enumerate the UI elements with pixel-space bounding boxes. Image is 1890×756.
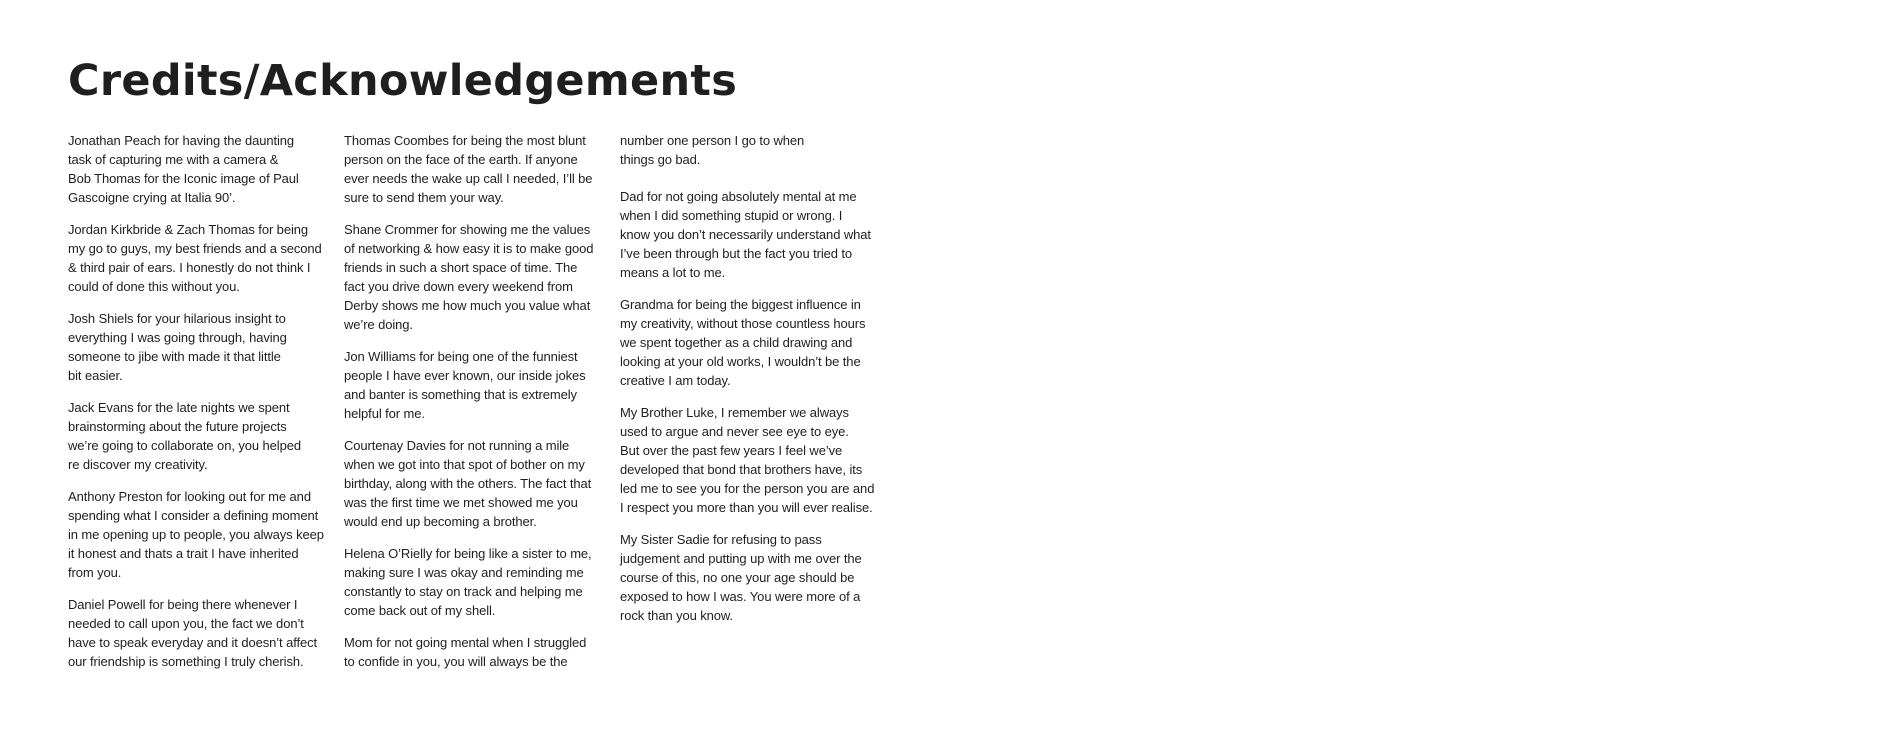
- credit-paragraph: Daniel Powell for being there whenever I needed to call upon you, the fact we don’t have to speak everyday and it doesn’t affect our friendship is something I truly cherish.: [68, 597, 318, 669]
- credit-paragraph: number one person I go to when things go bad.: [620, 133, 805, 167]
- credit-paragraph: Jon Williams for being one of the funniest people I have ever known, our inside jokes and banter is something that is extremely helpful for me.: [344, 349, 586, 421]
- credits-column-3: [620, 131, 890, 638]
- credit-paragraph: My Sister Sadie for refusing to pass judgement and putting up with me over the course of this, no one your age should be exposed to how I was. You were more of a rock than you know.: [620, 532, 862, 623]
- credit-paragraph: Jordan Kirkbride & Zach Thomas for being my go to guys, my best friends and a second & third pair of ears. I honestly do not think I could of done this without you.: [68, 222, 322, 294]
- credit-paragraph: Josh Shiels for your hilarious insight to everything I was going through, having someone to jibe with made it that little bit easier.: [68, 311, 287, 383]
- credit-paragraph: Shane Crommer for showing me the values of networking & how easy it is to make good friends in such a short space of time. The fact you drive down every weekend from Derby shows me how much you value what we’re doing.: [344, 222, 594, 332]
- credits-column-2: [344, 131, 614, 684]
- credit-paragraph: Helena O’Rielly for being like a sister to me, making sure I was okay and reminding me constantly to stay on track and helping me come back out of my shell.: [344, 546, 592, 618]
- credit-paragraph: Courtenay Davies for not running a mile when we got into that spot of bother on my birthday, along with the others. The fact that was the first time we met showed me you would end up becoming a brother.: [344, 438, 592, 529]
- credit-paragraph: My Brother Luke, I remember we always used to argue and never see eye to eye. But over the past few years I feel we’ve developed that bond that brothers have, its led me to see you for the person you are and I respect you more than you will ever realise.: [620, 405, 875, 515]
- credit-paragraph: Mom for not going mental when I struggled to confide in you, you will always be the: [344, 635, 587, 669]
- page-title: Credits/Acknowledgements: [68, 56, 738, 106]
- credit-paragraph: Grandma for being the biggest influence in my creativity, without those countless hours we spent together as a child drawing and looking at your old works, I wouldn’t be the creative I am today.: [620, 297, 866, 388]
- credits-column-1: [68, 131, 338, 684]
- credit-paragraph: Dad for not going absolutely mental at me when I did something stupid or wrong. I know you don’t necessarily understand what I’ve been through but the fact you tried to means a lot to me.: [620, 189, 871, 280]
- credit-paragraph: Anthony Preston for looking out for me and spending what I consider a defining moment in me opening up to people, you always keep it honest and thats a trait I have inherited from you.: [68, 489, 324, 580]
- credit-paragraph: Jack Evans for the late nights we spent brainstorming about the future projects we’re going to collaborate on, you helped re discover my creativity.: [68, 400, 301, 472]
- credit-paragraph: Thomas Coombes for being the most blunt person on the face of the earth. If anyone ever needs the wake up call I needed, I’ll be sure to send them your way.: [344, 133, 593, 205]
- credit-paragraph: Jonathan Peach for having the daunting task of capturing me with a camera & Bob Thomas for the Iconic image of Paul Gascoigne crying at Italia 90’.: [68, 133, 299, 205]
